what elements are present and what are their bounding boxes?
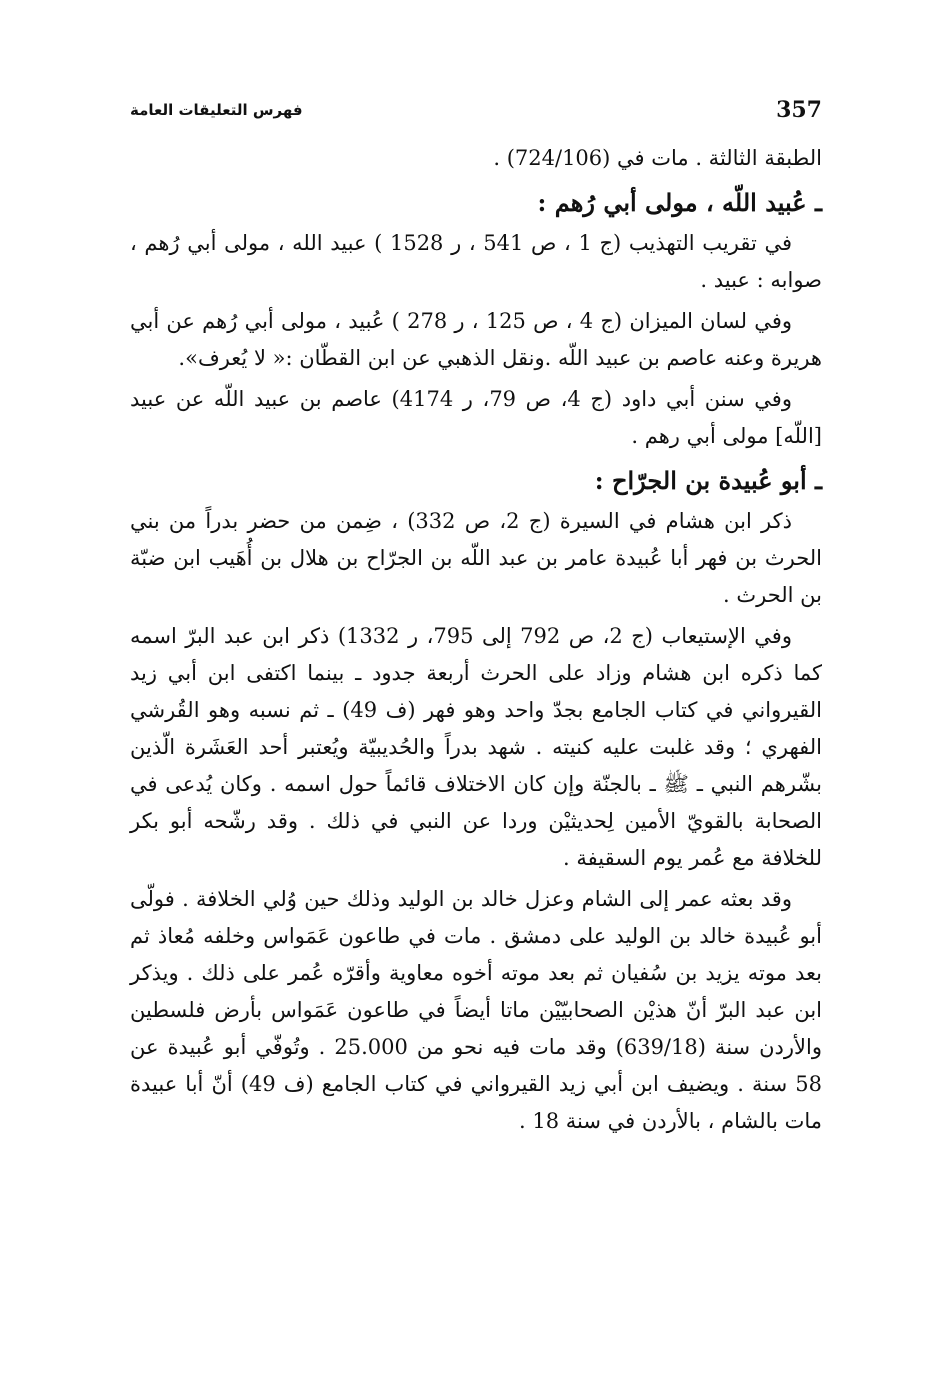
paragraph-3: وفي لسان الميزان (ج 4 ، ص 125 ، ر 278 ) عُبيد ، مولى أبي رُهم عن أبي هريرة وعنه عاصم بن عبيد اللّه .ونقل الذهبي عن ابن القطّان :« لا يُعرف». [130,309,822,370]
body-text [130,140,822,1144]
paragraph-1: الطبقة الثالثة . مات في (724/106) . [493,146,822,170]
paragraph-6: وفي الإستيعاب (ج 2، ص 792 إلى 795، ر 1332) ذكر ابن عبد البرّ اسمه كما ذكره ابن هشام وزاد على الحرث أربعة جدود ـ بينما اكتفى ابن أبي زيد القيرواني في كتاب الجامع بجدّ واحد وهو فهر (ف 49) ـ ثم نسبه وهو القُرشي الفهري ؛ وقد غلبت عليه كنيته . شهد بدراً والحُديبيّة ويُعتبر أحد العَشَرة الّذين بشّرهم النبي ـ ﷺ ـ بالجنّة وإن كان الاختلاف قائماً حول اسمه . وكان يُدعى في الصحابة بالقويّ الأمين لِحديثيْن وردا عن النبي في ذلك . وقد رشّحه أبو بكر للخلافة مع عُمر يوم السقيفة . [130,624,822,870]
entry-heading-ubayd: ـ عُبيد اللّه ، مولى أبي رُهم : [537,188,822,217]
paragraph-7: وقد بعثه عمر إلى الشام وعزل خالد بن الوليد وذلك حين وُلي الخلافة . فولّى أبو عُبيدة خالد بن الوليد على دمشق . مات في طاعون عَمَواس وخلفه مُعاذ ثم بعد موته يزيد بن سُفيان ثم بعد موته أخوه معاوية وأقرّه عُمر على ذلك . ويذكر ابن عبد البرّ أنّ هذيْن الصحابيّيْن ماتا أيضاً في طاعون عَمَواس بأرض فلسطين والأردن سنة (639/18) وقد مات فيه نحو من 25.000 . وتُوفّي أبو عُبيدة عن 58 سنة . ويضيف ابن أبي زيد القيرواني في كتاب الجامع (ف 49) أنّ أبا عبيدة مات بالشام ، بالأردن في سنة 18 . [130,887,823,1133]
page-number: 357 [776,97,822,123]
running-title: فهرس التعليقات العامة [130,101,303,119]
entry-heading-abu-ubayda: ـ أبو عُبيدة بن الجرّاح : [594,466,822,495]
paragraph-4: وفي سنن أبي داود (ج 4، ص 79، ر 4174) عاصم بن عبيد اللّه عن عبيد [اللّه] مولى أبي رهم . [130,387,822,448]
paragraph-2: في تقريب التهذيب (ج 1 ، ص 541 ، ر 1528 ) عبيد الله ، مولى أبي رُهم ، صوابه : عبيد . [130,231,822,292]
running-header [130,92,822,128]
paragraph-5: ذكر ابن هشام في السيرة (ج 2، ص 332) ، ضِمن من حضر بدراً من بني الحرث بن فهر أبا عُبيدة عامر بن عبد اللّه بن الجرّاح بن هلال بن أُهَيب ابن ضبّة بن الحرث . [130,509,822,607]
